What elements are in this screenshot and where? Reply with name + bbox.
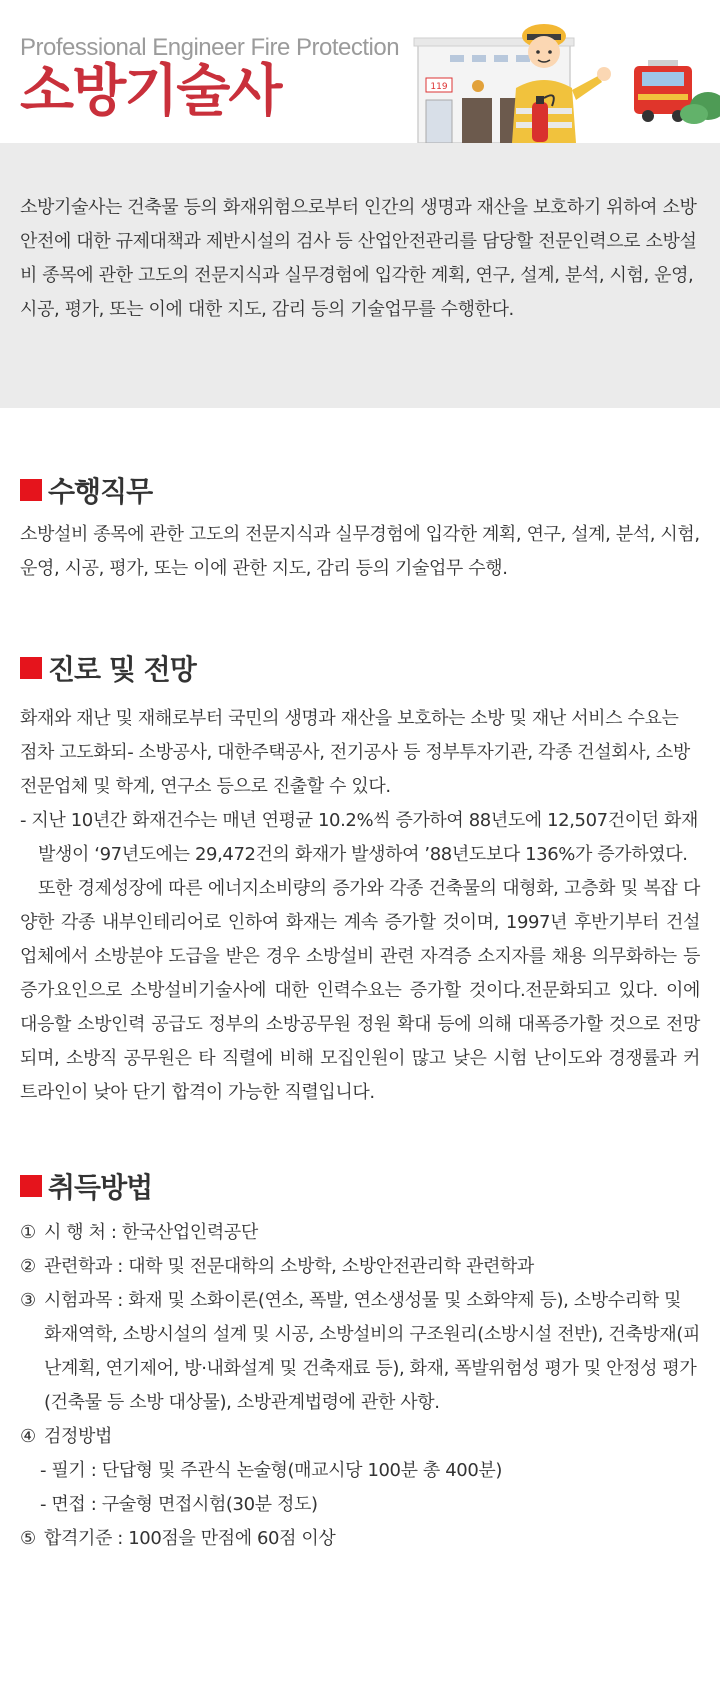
- list-number: ③: [20, 1290, 36, 1311]
- intro-box: [0, 143, 720, 408]
- list-text: 합격기준 : 100점을 만점에 60점 이상: [44, 1528, 336, 1549]
- list-text: 시험과목 : 화재 및 소화이론(연소, 폭발, 연소생성물 및 소화약제 등), 소방수리학 및 화재역학, 소방시설의 설계 및 시공, 소방설비의 구조원리(소방시설 전반), 건축방재(피난계획, 연기제어, 방·내화설계 및 건축재료 등), 화재, 폭발위험성 평가 및 안정성 평가(건축물 등 소방 대상물), 소방관계법령에 관한 사항.: [44, 1290, 700, 1413]
- section-title: 진로 및 전망: [48, 653, 196, 686]
- list-item: [20, 1284, 700, 1420]
- section-heading-duties: [20, 470, 700, 510]
- firefighter-illustration: [412, 10, 720, 143]
- list-subitem: - 필기 : 단답형 및 주관식 논술형(매교시당 100분 총 400분): [40, 1460, 502, 1481]
- section-heading-outlook: [20, 648, 700, 688]
- list-text: 시 행 처 : 한국산업인력공단: [44, 1222, 258, 1243]
- outlook-paragraph-1: 화재와 재난 및 재해로부터 국민의 생명과 재산을 보호하는 소방 및 재난 서비스 수요는 점차 고도화되- 소방공사, 대한주택공사, 전기공사 등 정부투자기관, 각종 건설회사, 소방전문업체 및 학계, 연구소 등으로 진출할 수 있다.: [20, 708, 690, 797]
- svg-text:119: 119: [430, 82, 448, 92]
- square-bullet-icon: [20, 657, 42, 679]
- square-bullet-icon: [20, 1175, 42, 1197]
- header: [0, 0, 720, 143]
- page-title: 소방기술사: [20, 59, 281, 124]
- section-title: 수행직무: [48, 475, 153, 508]
- outlook-paragraph-2: - 지난 10년간 화재건수는 매년 연평균 10.2%씩 증가하여 88년도에 12,507건이던 화재 발생이 ‘97년도에는 29,472건의 화재가 발생하여 ’88년도보다 136%가 증가하였다.: [20, 810, 698, 865]
- list-item: [20, 1250, 700, 1284]
- list-text: 관련학과 : 대학 및 전문대학의 소방학, 소방안전관리학 관련학과: [44, 1256, 534, 1277]
- duties-text: 소방설비 종목에 관한 고도의 전문지식과 실무경험에 입각한 계획, 연구, 설계, 분석, 시험, 운영, 시공, 평가, 또는 이에 관한 지도, 감리 등의 기술업무 수행.: [20, 524, 700, 579]
- list-text: 검정방법: [44, 1426, 112, 1447]
- list-subitem: - 면접 : 구술형 면접시험(30분 정도): [40, 1494, 318, 1515]
- list-number: ②: [20, 1256, 36, 1277]
- section-title: 취득방법: [48, 1171, 153, 1204]
- list-item: [20, 1420, 700, 1454]
- acquire-list: [20, 1216, 700, 1556]
- square-bullet-icon: [20, 479, 42, 501]
- list-number: ④: [20, 1426, 36, 1447]
- outlook-paragraph-3: 또한 경제성장에 따른 에너지소비량의 증가와 각종 건축물의 대형화, 고층화 및 복잡 다양한 각종 내부인테리어로 인하여 화재는 계속 증가할 것이며, 1997년 후반기부터 건설업체에서 소방분야 도급을 받은 경우 소방설비 관련 자격증 소지자를 채용 의무화하는 등 증가요인으로 소방설비기술사에 대한 인력수요는 증가할 것이다.전문화되고 있다. 이에 대응할 소방인력 공급도 정부의 소방공무원 정원 확대 등에 의해 대폭증가할 것으로 전망되며, 소방직 공무원은 타 직렬에 비해 모집인원이 많고 낮은 시험 난이도와 경쟁률과 커트라인이 낮아 단기 합격이 가능한 직렬입니다.: [20, 878, 700, 1103]
- page-subtitle: Professional Engineer Fire Protection: [20, 34, 400, 61]
- intro-text: 소방기술사는 건축물 등의 화재위험으로부터 인간의 생명과 재산을 보호하기 위하여 소방안전에 대한 규제대책과 제반시설의 검사 등 산업안전관리를 담당할 전문인력으로 소방설비 종목에 관한 고도의 전문지식과 실무경험에 입각한 계획, 연구, 설계, 분석, 시험, 운영, 시공, 평가, 또는 이에 대한 지도, 감리 등의 기술업무를 수행한다.: [20, 197, 697, 320]
- list-number: ①: [20, 1222, 36, 1243]
- section-heading-acquire: [20, 1166, 700, 1206]
- list-item: [20, 1216, 700, 1250]
- list-number: ⑤: [20, 1528, 36, 1549]
- list-item: [20, 1522, 700, 1556]
